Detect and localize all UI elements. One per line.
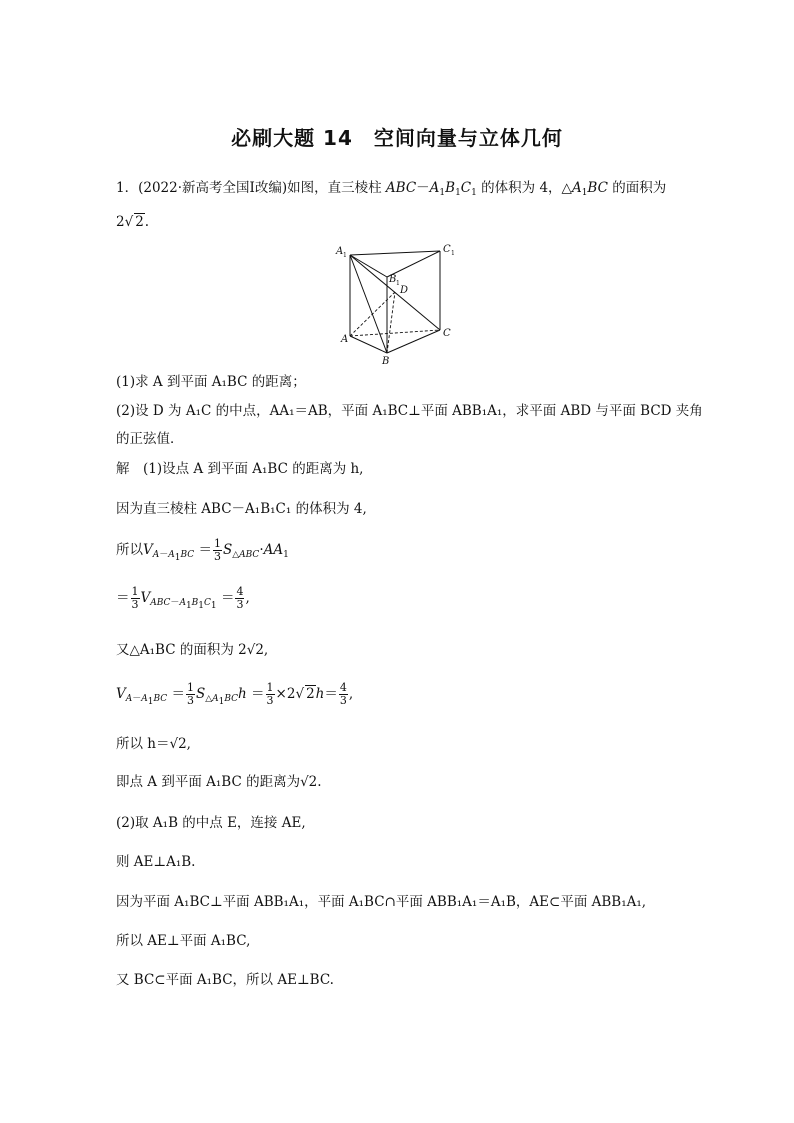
question-1-line-1: 1．(2022·新高考全国Ⅰ改编)如图，直三棱柱 $ABC-A_1B_1C_1$ 的体积为 4，$\triangle A_1BC$ 的面积为 <box>116 180 667 198</box>
part-2-line-1: (2)设 D 为 A₁C 的中点，AA₁＝AB，平面 A₁BC⊥平面 ABB₁A₁，求平面 ABD 与平面 BCD 夹角 <box>116 403 703 419</box>
label-c1-sub: 1 <box>451 250 455 257</box>
question-text-a: 如图，直三棱柱 <box>287 180 386 196</box>
segment-b-d <box>387 292 395 353</box>
question-text-b: 的体积为 4，△ <box>476 180 572 196</box>
label-b: B <box>382 356 390 367</box>
edge-a-c-hidden <box>350 330 440 336</box>
solution-line-2: 因为直三棱柱 ABC－A₁B₁C₁ 的体积为 4, <box>116 501 367 517</box>
edge-a1-c1 <box>350 251 440 255</box>
area-radicand: 2 <box>135 214 144 230</box>
period: . <box>144 214 150 230</box>
label-a1-sub: 1 <box>343 252 347 259</box>
solution-line-3: 所以$V_{A-A_1BC}$ ＝ $\frac{1}{3}$ $S_{\triangle ABC}\cdot AA_1$ <box>116 537 289 563</box>
solution-line-10: 则 AE⊥A₁B. <box>116 854 196 870</box>
solution-line-11: 因为平面 A₁BC⊥平面 ABB₁A₁，平面 A₁BC∩平面 ABB₁A₁＝A₁B，AE⊂平面 ABB₁A₁, <box>116 894 647 910</box>
part-2-line-2: 的正弦值． <box>116 431 184 447</box>
solution-line-12: 所以 AE⊥平面 A₁BC, <box>116 933 251 949</box>
label-d: D <box>400 285 409 296</box>
so-prefix: 所以 <box>116 542 143 558</box>
solution-line-13: 又 BC⊂平面 A₁BC，所以 AE⊥BC. <box>116 972 334 988</box>
label-c: C <box>443 328 451 339</box>
solution-line-8: 即点 A 到平面 A₁BC 的距离为√2. <box>116 774 322 790</box>
edge-a1-b1 <box>350 255 387 277</box>
question-text-c: 的面积为 <box>607 180 667 196</box>
solution-line-5: 又△A₁BC 的面积为 2√2, <box>116 642 269 658</box>
question-number: 1． <box>116 180 139 196</box>
segment-a-d <box>350 292 395 336</box>
question-1-line-2: 2√ 2. <box>116 214 150 230</box>
label-b1-sub: 1 <box>396 280 400 287</box>
part-1: (1)求 A 到平面 A₁BC 的距离； <box>116 374 306 390</box>
question-source: (2022·新高考全国Ⅰ改编) <box>138 180 288 196</box>
prism-figure <box>330 238 466 368</box>
solution-line-6: $V_{A-A_1BC}$ ＝ $\frac{1}{3}$ $S_{\triangle A_1BC}h$ ＝ $\frac{1}{3}$ ×2√ 2h＝ $\frac{4}{3}$ , <box>116 681 354 707</box>
page-title: 必刷大题 14 空间向量与立体几何 <box>231 126 563 150</box>
solution-line-4: ＝ $\frac{1}{3}$ $V_{ABC-A_1B_1C_1}$ ＝ $\frac{4}{3}$ , <box>116 585 250 611</box>
solution-line-7: 所以 h＝√2, <box>116 736 191 752</box>
label-a1: A <box>336 246 344 257</box>
label-a: A <box>341 334 349 345</box>
label-c1: C <box>443 244 451 255</box>
solution-line-1: 解 (1)设点 A 到平面 A₁BC 的距离为 h, <box>116 461 364 477</box>
label-b1: B <box>389 274 397 285</box>
solution-line-9: (2)取 A₁B 的中点 E，连接 AE, <box>116 815 306 831</box>
area-coefficient: 2 <box>116 214 125 230</box>
